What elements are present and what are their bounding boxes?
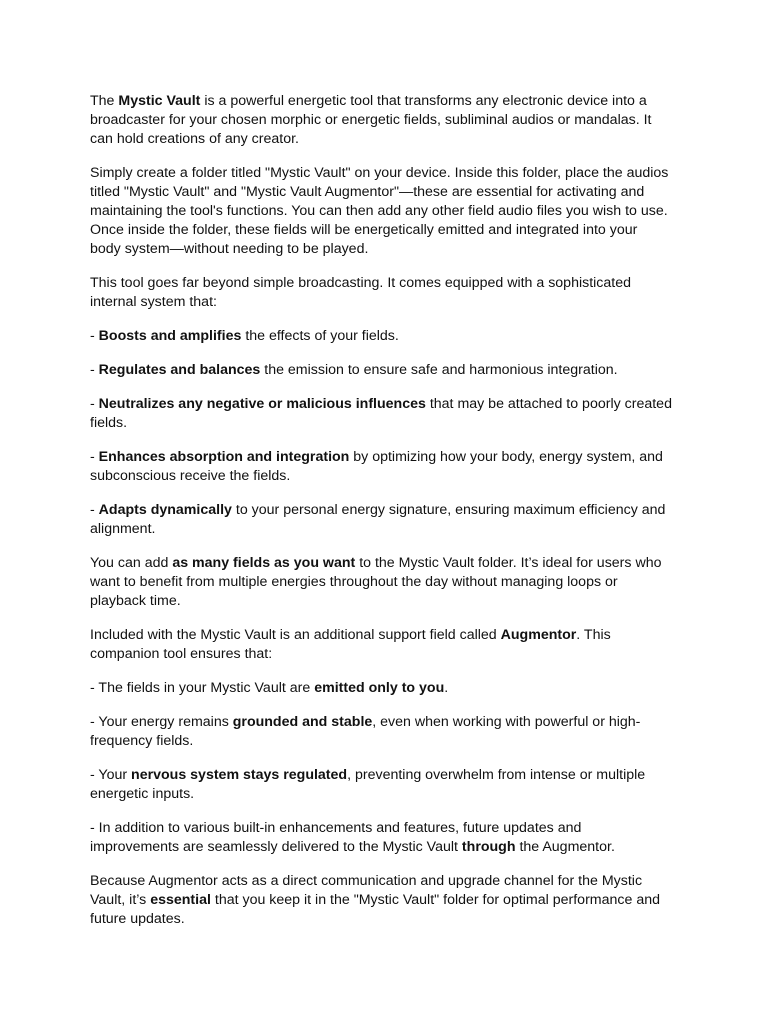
text-run: that may be attached to poorly created fields. xyxy=(90,396,672,431)
text-run: , even when working with powerful or high-frequency fields. xyxy=(90,714,641,749)
text-run: - Your xyxy=(90,767,132,783)
paragraph xyxy=(90,713,672,751)
paragraph xyxy=(90,448,672,486)
paragraph xyxy=(90,274,672,312)
bold-text-run: grounded and stable xyxy=(232,714,373,730)
text-run: to the Mystic Vault folder. It’s ideal for users who want to benefit from multiple energies throughout the day without managing loops or playback time. xyxy=(90,555,662,609)
text-run: , preventing overwhelm from intense or multiple energetic inputs. xyxy=(90,767,646,802)
paragraph xyxy=(90,164,672,259)
text-run: . This companion tool ensures that: xyxy=(90,627,611,662)
bold-text-run: essential xyxy=(150,892,211,908)
text-run: - xyxy=(90,328,99,344)
text-run: to your personal energy signature, ensuring maximum efficiency and alignment. xyxy=(90,502,666,537)
paragraph xyxy=(90,501,672,539)
text-run: - The fields in your Mystic Vault are xyxy=(90,680,315,696)
paragraph xyxy=(90,395,672,433)
text-run: the emission to ensure safe and harmonious integration. xyxy=(260,362,618,378)
bold-text-run: through xyxy=(461,839,516,855)
text-run: Because Augmentor acts as a direct communication and upgrade channel for the Mystic Vault, it’s xyxy=(90,873,643,908)
bold-text-run: emitted only to you xyxy=(314,680,445,696)
text-run: Simply create a folder titled "Mystic Vault" on your device. Inside this folder, place the audios titled "Mystic Vault" and "Mystic Vault Augmentor"—these are essential for activating and maintaining the tool's functions. You can then add any other field audio files you wish to use. Once inside the folder, these fields will be energetically emitted and integrated into your body system—without needing to be played. xyxy=(90,165,669,257)
bold-text-run: as many fields as you want xyxy=(172,555,356,571)
text-run: - In addition to various built-in enhancements and features, future updates and improvements are seamlessly delivered to the Mystic Vault xyxy=(90,820,582,855)
paragraph xyxy=(90,679,672,698)
bold-text-run: Boosts and amplifies xyxy=(98,328,242,344)
paragraph xyxy=(90,554,672,611)
text-run: - xyxy=(90,362,99,378)
paragraph xyxy=(90,361,672,380)
bold-text-run: nervous system stays regulated xyxy=(131,767,348,783)
document-body xyxy=(90,92,672,929)
bold-text-run: Augmentor xyxy=(500,627,577,643)
text-run: is a powerful energetic tool that transforms any electronic device into a broadcaster for your chosen morphic or energetic fields, subliminal audios or mandalas. It can hold creations of any creator. xyxy=(90,93,652,147)
paragraph xyxy=(90,327,672,346)
paragraph xyxy=(90,626,672,664)
text-run: . xyxy=(444,680,449,696)
text-run: This tool goes far beyond simple broadcasting. It comes equipped with a sophisticated internal system that: xyxy=(90,275,632,310)
text-run: You can add xyxy=(90,555,173,571)
text-run: - Your energy remains xyxy=(90,714,233,730)
bold-text-run: Adapts dynamically xyxy=(98,502,232,518)
text-run: The xyxy=(90,93,119,109)
text-run: - xyxy=(90,449,99,465)
text-run: that you keep it in the "Mystic Vault" folder for optimal performance and future updates. xyxy=(90,892,660,927)
text-run: the Augmentor. xyxy=(515,839,615,855)
paragraph xyxy=(90,766,672,804)
paragraph xyxy=(90,92,672,149)
bold-text-run: Regulates and balances xyxy=(98,362,261,378)
bold-text-run: Enhances absorption and integration xyxy=(98,449,350,465)
paragraph xyxy=(90,872,672,929)
text-run: - xyxy=(90,502,99,518)
text-run: the effects of your fields. xyxy=(241,328,399,344)
text-run: by optimizing how your body, energy system, and subconscious receive the fields. xyxy=(90,449,663,484)
paragraph xyxy=(90,819,672,857)
text-run: - xyxy=(90,396,99,412)
text-run: Included with the Mystic Vault is an additional support field called xyxy=(90,627,501,643)
bold-text-run: Neutralizes any negative or malicious influences xyxy=(98,396,426,412)
bold-text-run: Mystic Vault xyxy=(118,93,201,109)
